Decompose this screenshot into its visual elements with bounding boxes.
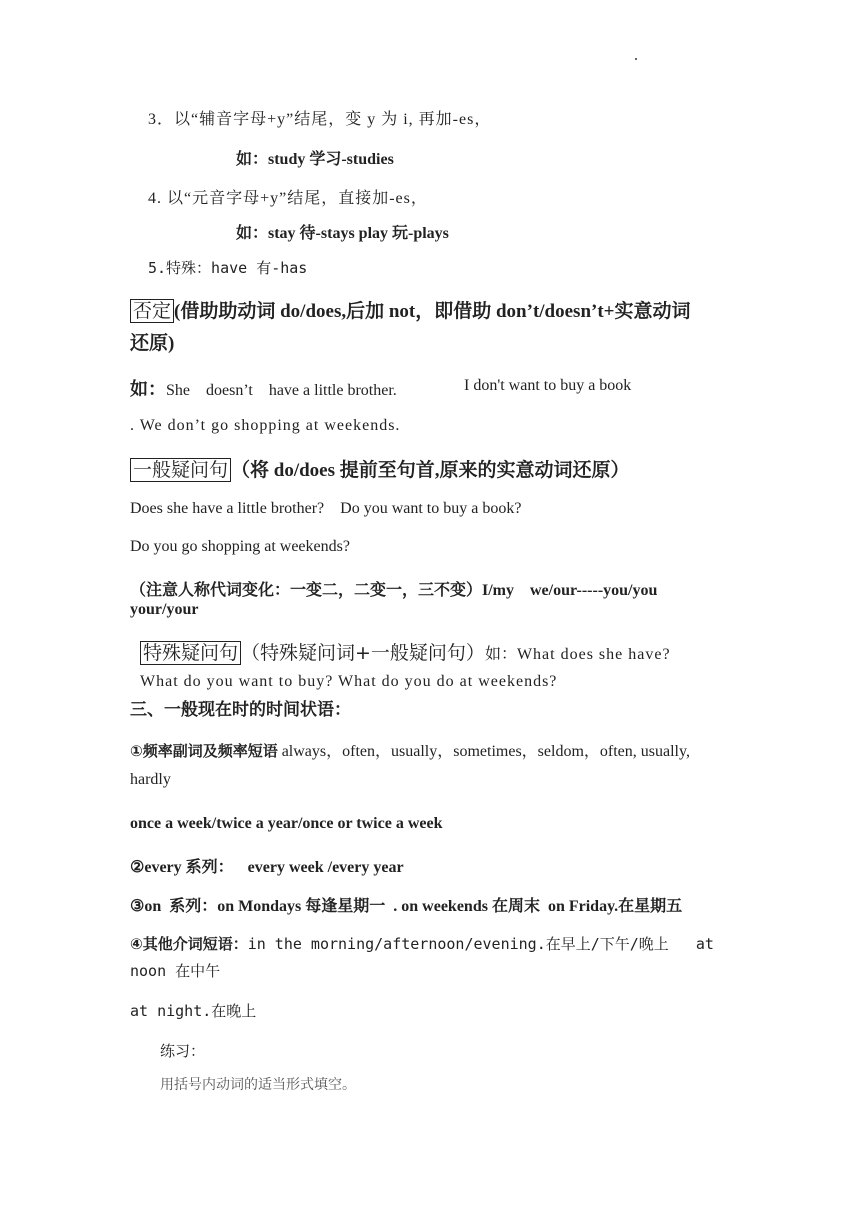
rule-3: 3．以“辅音字母+y”结尾，变 y 为 i, 再加-es， bbox=[148, 111, 492, 128]
practice-title: 练习： bbox=[160, 1042, 206, 1060]
section-3-item-3: ③on 系列：on Mondays 每逢星期一 . on weekends 在周末 on Friday.在星期五 bbox=[130, 898, 683, 915]
item-4-text: in the morning/afternoon/evening.在早上/下午/晚上 at bbox=[247, 935, 714, 953]
negative-example-prefix: 如： bbox=[130, 379, 166, 400]
general-question-example-1: Does she have a little brother? Do you want to buy a book? bbox=[130, 500, 522, 517]
section-3-item-2 bbox=[130, 854, 404, 877]
general-question-heading bbox=[130, 455, 630, 482]
negative-label: 否定 bbox=[130, 299, 174, 323]
pronoun-note: （注意人称代词变化：一变二，二变一，三不变）I/my we/our-----you/you bbox=[130, 582, 658, 599]
item-2-words: every week /every year bbox=[247, 859, 404, 876]
section-3-item-1 bbox=[130, 738, 690, 761]
special-question-prefix: 如： bbox=[484, 646, 517, 663]
item-1-words: always，often，usually，sometimes，seldom，often, usually, bbox=[277, 743, 690, 760]
special-question-desc: （特殊疑问词+一般疑问句） bbox=[241, 642, 485, 664]
general-question-desc: （将 do/does 提前至句首,原来的实意动词还原） bbox=[231, 460, 630, 481]
item-2-label: ②every 系列： bbox=[130, 859, 234, 876]
section-3-item-4-last: at night.在晚上 bbox=[130, 1002, 257, 1020]
rule-4-example: 如：stay 待-stays play 玩-plays bbox=[236, 225, 449, 242]
section-3-item-1-cont: hardly bbox=[130, 771, 171, 788]
negative-example-3: . We don’t go shopping at weekends. bbox=[130, 417, 401, 434]
special-question-label: 特殊疑问句 bbox=[140, 641, 241, 665]
rule-3-example: 如：study 学习-studies bbox=[236, 151, 394, 168]
section-3-item-1-phrases: once a week/twice a year/once or twice a week bbox=[130, 815, 443, 832]
section-3-item-4-cont: noon 在中午 bbox=[130, 962, 221, 980]
page-dot bbox=[635, 58, 637, 60]
special-question-example-1: What does she have? bbox=[516, 646, 671, 663]
rule-4: 4. 以“元音字母+y”结尾，直接加-es， bbox=[148, 190, 428, 207]
negative-heading bbox=[130, 296, 691, 323]
item-1-label: ①频率副词及频率短语 bbox=[130, 742, 278, 760]
negative-example-line bbox=[130, 375, 397, 401]
section-3-title: 三、一般现在时的时间状语： bbox=[130, 700, 351, 720]
negative-desc-cont: 还原) bbox=[130, 333, 175, 354]
negative-example-2: I don't want to buy a book bbox=[464, 377, 632, 394]
pronoun-note-cont: your/your bbox=[130, 601, 199, 618]
general-question-example-2: Do you go shopping at weekends? bbox=[130, 538, 350, 555]
negative-desc: (借助助动词 do/does,后加 not，即借助 don’t/doesn’t+实意动词 bbox=[174, 301, 691, 322]
rule-5: 5.特殊：have 有-has bbox=[148, 259, 308, 277]
general-question-label: 一般疑问句 bbox=[130, 458, 231, 482]
practice-instruction: 用括号内动词的适当形式填空。 bbox=[160, 1077, 356, 1093]
special-question-heading bbox=[140, 638, 671, 665]
negative-example-1: She doesn’t have a little brother. bbox=[166, 382, 397, 399]
section-3-item-4 bbox=[130, 933, 714, 954]
item-4-label: ④其他介词短语： bbox=[130, 935, 248, 953]
special-question-example-2: What do you want to buy? What do you do at weekends? bbox=[140, 673, 558, 690]
